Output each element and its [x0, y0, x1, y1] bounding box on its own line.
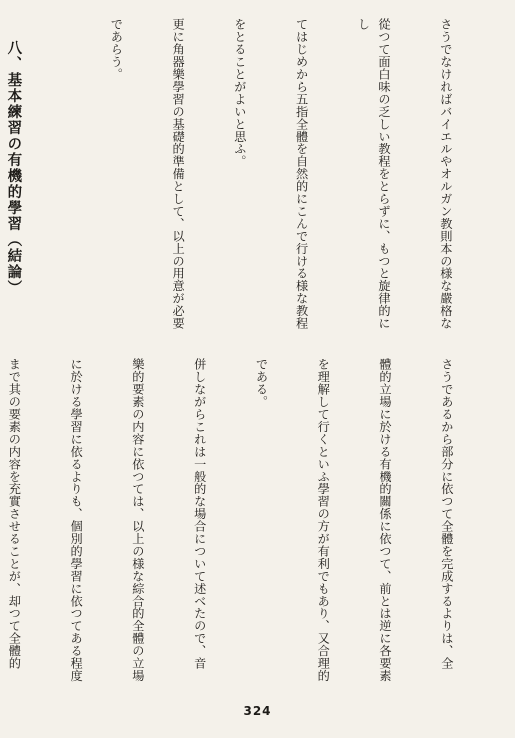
- text-line: を理解して行くといふ學習の方が有利でもあり、又合理的: [316, 358, 331, 682]
- text-line: に於ける學習に依るよりも、個別的學習に依つてある程度: [69, 358, 84, 682]
- text-line: さうであるから部分に依つて全體を完成するよりは、全: [439, 358, 454, 670]
- section-heading-8: 八、基本練習の有機的學習（結論）: [5, 40, 22, 296]
- text-line: をとることがよいと思ふ。: [232, 18, 247, 168]
- page-number: 324: [243, 704, 272, 718]
- text-line: であらう。: [109, 18, 124, 81]
- text-line: 併しながらこれは一般的な場合について述べたので、音: [192, 358, 207, 670]
- upper-text-block: [5, 18, 497, 340]
- text-line: 體的立場に於ける有機的關係に依つて、前とは逆に各要素: [378, 358, 393, 682]
- text-line: まで其の要素の内容を充實させることが、却つて全體的: [7, 358, 22, 670]
- lower-text-block: [7, 358, 498, 690]
- text-line: 從つて面白味の乏しい教程をとらずに、もつと旋律的にし: [356, 18, 392, 330]
- text-line: 更に角器樂學習の基礎的準備として、以上の用意が必要: [171, 18, 186, 330]
- text-line: である。: [254, 358, 269, 408]
- text-line: さうでなければバイエルやオルガン教則本の様な嚴格な: [438, 18, 453, 330]
- text-line: てはじめから五指全體を自然的にこんで行ける様な教程: [294, 18, 309, 330]
- text-line: 樂的要素の内容に依つては、以上の様な綜合的全體の立場: [130, 358, 145, 682]
